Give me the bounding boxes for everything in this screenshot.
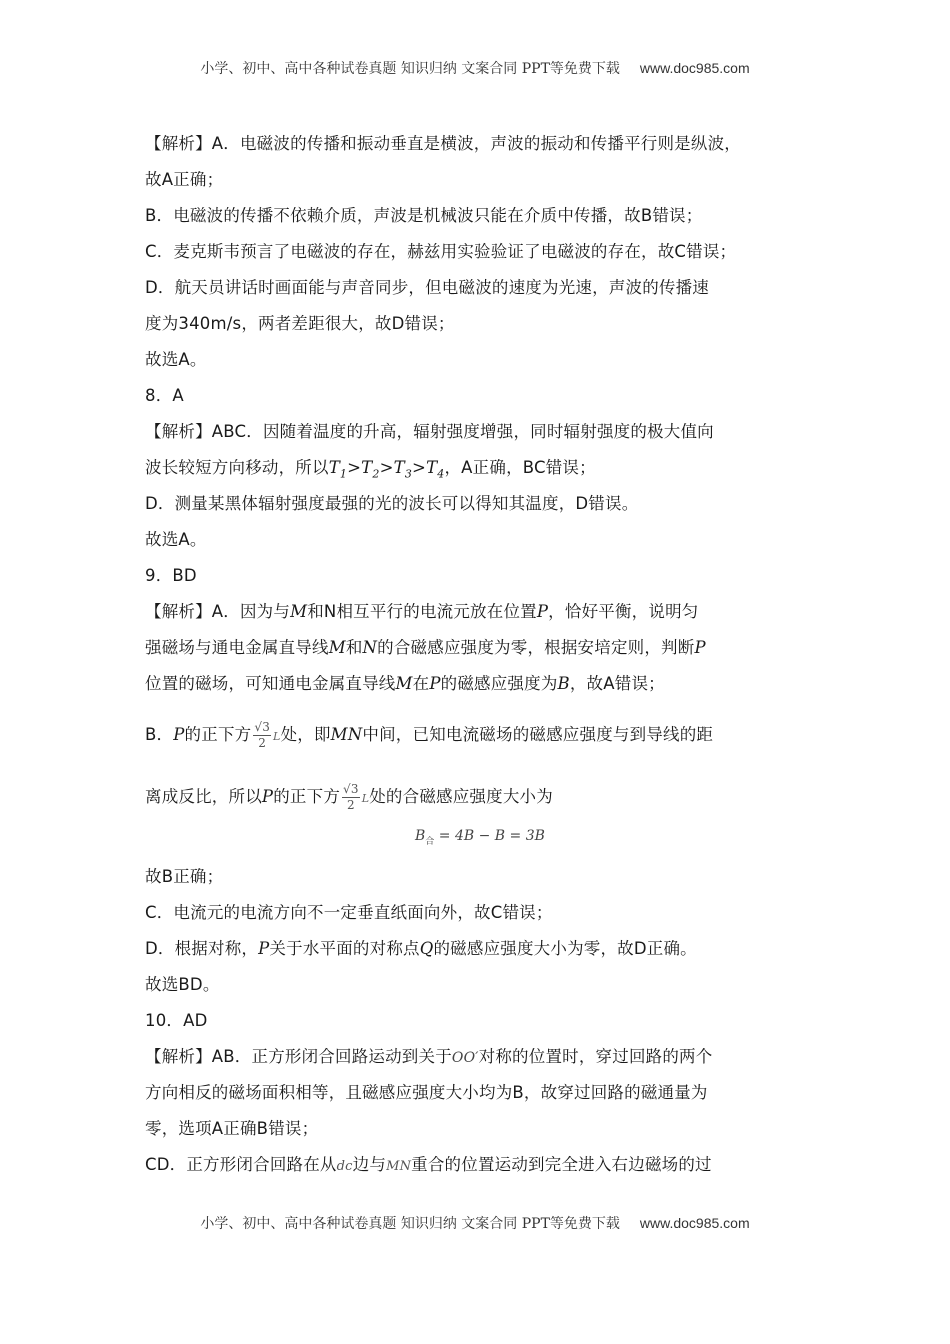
q9-line-7: C．电流元的电流方向不一定垂直纸面向外，故C错误；: [145, 903, 553, 922]
q8-text: 波长较短方向移动，所以: [145, 458, 329, 477]
page-header: [0, 58, 950, 78]
q7-line-7: 故选A。: [145, 350, 207, 369]
q8-line-1: 【解析】ABC．因随着温度的升高，辐射强度增强，同时辐射强度的极大值向: [145, 422, 714, 441]
q10-line-3: 零，选项A正确B错误；: [145, 1119, 319, 1138]
q9-line-8: D．根据对称，P关于水平面的对称点Q的磁感应强度大小为零，故D正确。: [145, 939, 697, 958]
page-footer: [0, 1213, 950, 1233]
q9-line-3: 位置的磁场，可知通电金属直导线M在P的磁感应强度为B，故A错误；: [145, 674, 665, 693]
q10-line-4: CD．正方形闭合回路在从dc边与MN重合的位置运动到完全进入右边磁场的过: [145, 1155, 712, 1174]
q7-line-2: 故A正确；: [145, 170, 224, 189]
header-site: www.doc985.com: [639, 60, 750, 76]
q8-line-4: 故选A。: [145, 530, 207, 549]
q9-line-5: 离成反比，所以P的正下方 $\frac{√3}{2}$ L处的合磁感应强度大小为: [145, 782, 553, 812]
q9-line-9: 故选BD。: [145, 975, 220, 994]
q9-line-2: 强磁场与通电金属直导线M和N的合磁感应强度为零，根据安培定则，判断P: [145, 638, 706, 657]
q9-title: 9．BD: [145, 566, 197, 585]
q10-line-1: 【解析】AB．正方形闭合回路运动到关于OO′对称的位置时，穿过回路的两个: [145, 1047, 713, 1066]
q8-text: ，A正确，BC错误；: [444, 458, 596, 477]
combined-field-equation: $B_合 = 4B - B = 3B$: [415, 828, 545, 847]
fraction-sqrt3-over-2: $\frac{√3}{2}$: [343, 782, 359, 812]
header-text: 小学、初中、高中各种试卷真题 知识归纳 文案合同 PPT等免费下载: [200, 61, 620, 77]
q10-title: 10．AD: [145, 1011, 208, 1030]
q8-line-2: [145, 457, 596, 485]
q7-line-3: B．电磁波的传播不依赖介质，声波是机械波只能在介质中传播，故B错误；: [145, 206, 703, 225]
q7-line-1: 【解析】A．电磁波的传播和振动垂直是横波，声波的振动和传播平行则是纵波，: [145, 134, 741, 153]
q9-line-6: 故B正确；: [145, 867, 224, 886]
q9-line-1: 【解析】A．因为与M和N相互平行的电流元放在位置P，恰好平衡，说明匀: [145, 602, 699, 621]
q8-title: 8．A: [145, 386, 184, 405]
q8-line-3: D．测量某黑体辐射强度最强的光的波长可以得知其温度，D错误。: [145, 494, 639, 513]
q7-line-5: D．航天员讲话时画面能与声音同步，但电磁波的速度为光速，声波的传播速: [145, 278, 710, 297]
q9-line-4: B．P的正下方 $\frac{√3}{2}$ L处，即MN中间，已知电流磁场的磁感应强度与到导线的距: [145, 720, 714, 750]
footer-site: www.doc985.com: [639, 1215, 750, 1231]
footer-text: 小学、初中、高中各种试卷真题 知识归纳 文案合同 PPT等免费下载: [200, 1216, 620, 1232]
q7-line-4: C．麦克斯韦预言了电磁波的存在，赫兹用实验验证了电磁波的存在，故C错误；: [145, 242, 737, 261]
temperature-order: $T_1>T_2>T_3>T_4$: [328, 458, 445, 481]
fraction-sqrt3-over-2: $\frac{√3}{2}$: [254, 720, 271, 750]
q7-line-6: 度为340m/s，两者差距很大，故D错误；: [145, 314, 455, 333]
q10-line-2: 方向相反的磁场面积相等，且磁感应强度大小均为B，故穿过回路的磁通量为: [145, 1083, 708, 1102]
